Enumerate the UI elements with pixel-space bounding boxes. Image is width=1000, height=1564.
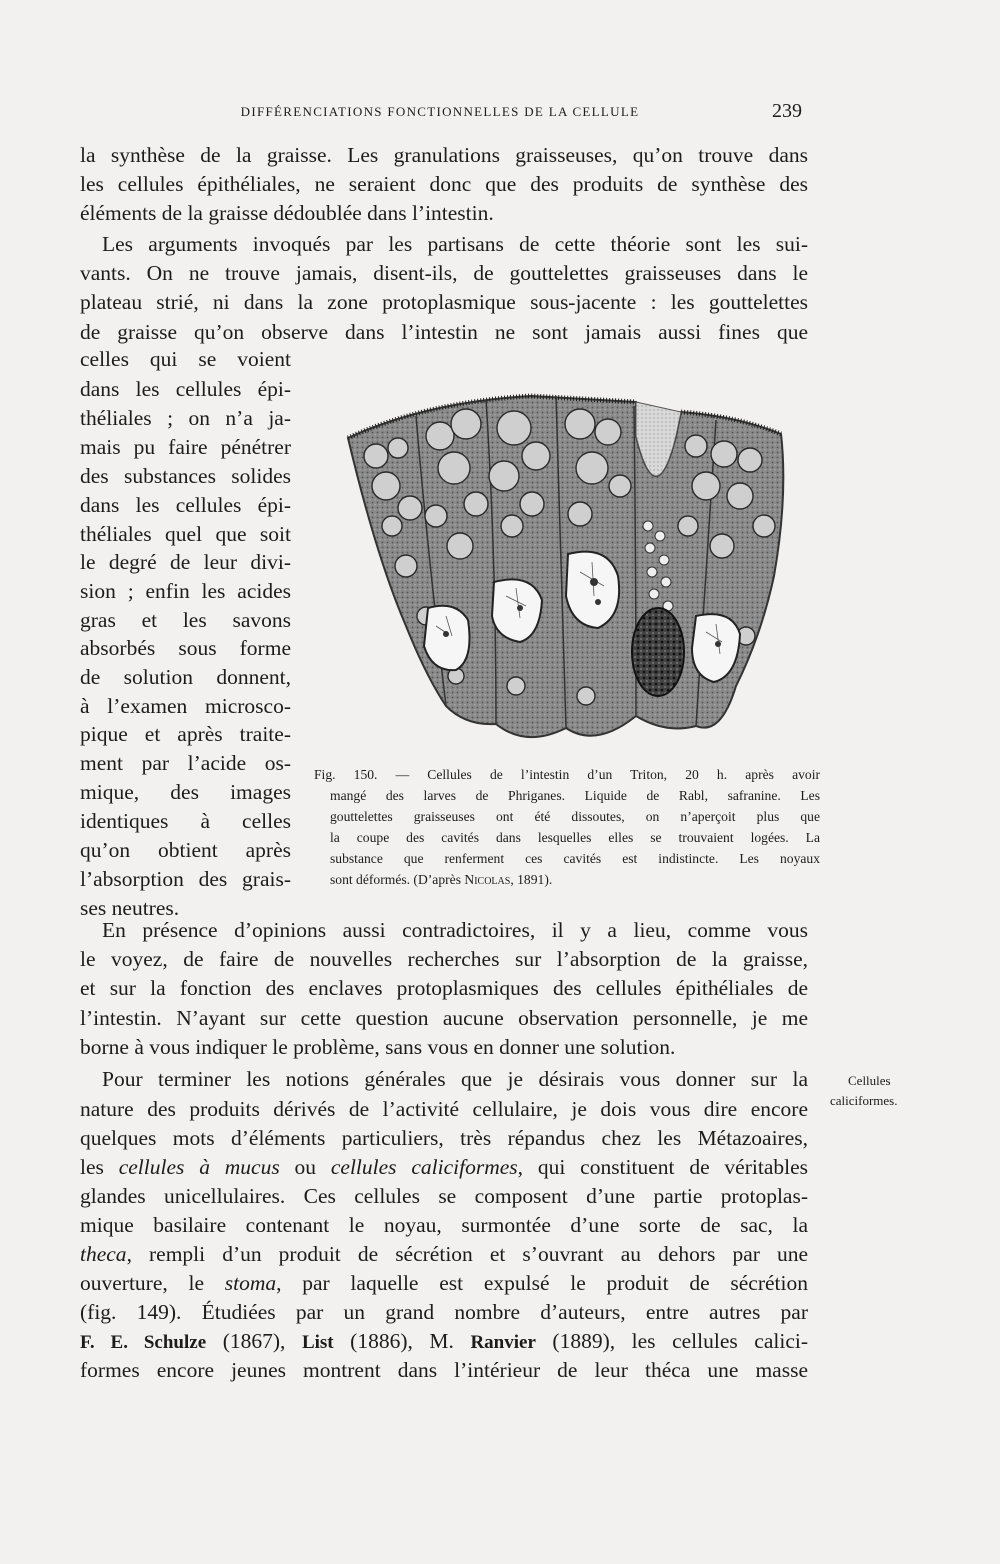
text-line: l’absorption des grais- bbox=[80, 867, 291, 891]
text-line: théliales ; on n’a ja- bbox=[80, 406, 291, 430]
text-line: le degré de leur divi- bbox=[80, 550, 291, 574]
text-line: vants. On ne trouve jamais, disent-ils, de gouttelettes graisseuses dans le bbox=[80, 261, 808, 285]
text-line: nature des produits dérivés de l’activité cellulaire, je dois vous dire encore bbox=[80, 1097, 808, 1121]
text-line: mais pu faire pénétrer bbox=[80, 435, 291, 459]
text-line: Les arguments invoqués par les partisans de cette théorie sont les sui- bbox=[102, 232, 808, 256]
text-line: identiques à celles bbox=[80, 809, 291, 833]
text-line: les cellules épithéliales, ne seraient donc que des produits de synthèse des bbox=[80, 172, 808, 196]
figure-caption-line: gouttelettes graisseuses ont été dissoutes, on n’aperçoit plus que bbox=[330, 809, 820, 824]
figure-caption-line: Fig. 150. — Cellules de l’intestin d’un Triton, 20 h. après avoir bbox=[314, 767, 820, 782]
text-line: le voyez, de faire de nouvelles recherches sur l’absorption de la graisse, bbox=[80, 947, 808, 971]
page-number: 239 bbox=[772, 100, 802, 122]
text-line: sion ; enfin les acides bbox=[80, 579, 291, 603]
text-line: dans les cellules épi- bbox=[80, 493, 291, 517]
text-line: ouverture, le stoma, par laquelle est expulsé le produit de sécrétion bbox=[80, 1271, 808, 1295]
text-line: pique et après traite- bbox=[80, 722, 291, 746]
text-line: mique, des images bbox=[80, 780, 291, 804]
text-line: absorbés sous forme bbox=[80, 636, 291, 660]
figure-caption-line: sont déformés. (D’après Nicolas, 1891). bbox=[330, 872, 553, 887]
text-line: dans les cellules épi- bbox=[80, 377, 291, 401]
figure-caption-line: substance que renferment ces cavités est indistincte. Les noyaux bbox=[330, 851, 820, 866]
text-line: Pour terminer les notions générales que je désirais vous donner sur la bbox=[102, 1067, 808, 1091]
figure-caption-line: mangé des larves de Phriganes. Liquide de Rabl, safranine. Les bbox=[330, 788, 820, 803]
margin-note: caliciformes. bbox=[830, 1093, 898, 1108]
text-line: (fig. 149). Étudiées par un grand nombre d’auteurs, entre autres par bbox=[80, 1300, 808, 1324]
text-line: éléments de la graisse dédoublée dans l’intestin. bbox=[80, 201, 494, 225]
text-line: ment par l’acide os- bbox=[80, 751, 291, 775]
text-line: et sur la fonction des enclaves protoplasmiques des cellules épithéliales de bbox=[80, 976, 808, 1000]
text-line: En présence d’opinions aussi contradictoires, il y a lieu, comme vous bbox=[102, 918, 808, 942]
text-line: les cellules à mucus ou cellules caliciformes, qui constituent de véritables bbox=[80, 1155, 808, 1179]
text-line: theca, rempli d’un produit de sécrétion et s’ouvrant au dehors par une bbox=[80, 1242, 808, 1266]
text-line: glandes unicellulaires. Ces cellules se composent d’une partie protoplas- bbox=[80, 1184, 808, 1208]
margin-note: Cellules bbox=[848, 1073, 891, 1088]
text-line: à l’examen microsco- bbox=[80, 694, 291, 718]
text-line: de graisse qu’on observe dans l’intestin ne sont jamais aussi fines que bbox=[80, 320, 808, 344]
text-line: qu’on obtient après bbox=[80, 838, 291, 862]
text-line: ses neutres. bbox=[80, 896, 180, 920]
text-line: des substances solides bbox=[80, 464, 291, 488]
text-line: gras et les savons bbox=[80, 608, 291, 632]
text-line: la synthèse de la graisse. Les granulations graisseuses, qu’on trouve dans bbox=[80, 143, 808, 167]
text-line: théliales quel que soit bbox=[80, 522, 291, 546]
text-line: mique basilaire contenant le noyau, surmontée d’une sorte de sac, la bbox=[80, 1213, 808, 1237]
text-line: plateau strié, ni dans la zone protoplasmique sous-jacente : les gouttelettes bbox=[80, 290, 808, 314]
intestine-cells-illustration bbox=[336, 376, 812, 752]
text-line: l’intestin. N’ayant sur cette question aucune observation personnelle, je me bbox=[80, 1006, 808, 1030]
text-line: celles qui se voient bbox=[80, 347, 291, 371]
text-line: formes encore jeunes montrent dans l’intérieur de leur théca une masse bbox=[80, 1358, 808, 1382]
text-line: de solution donnent, bbox=[80, 665, 291, 689]
figure-caption-line: la coupe des cavités dans lesquelles elles se trouvaient logées. La bbox=[330, 830, 820, 845]
text-line: quelques mots d’éléments particuliers, très répandus chez les Métazoaires, bbox=[80, 1126, 808, 1150]
text-line: borne à vous indiquer le problème, sans vous en donner une solution. bbox=[80, 1035, 676, 1059]
text-line: F. E. Schulze (1867), List (1886), M. Ranvier (1889), les cellules calici- bbox=[80, 1329, 808, 1353]
running-title: DIFFÉRENCIATIONS FONCTIONNELLES DE LA CELLULE bbox=[240, 104, 640, 119]
